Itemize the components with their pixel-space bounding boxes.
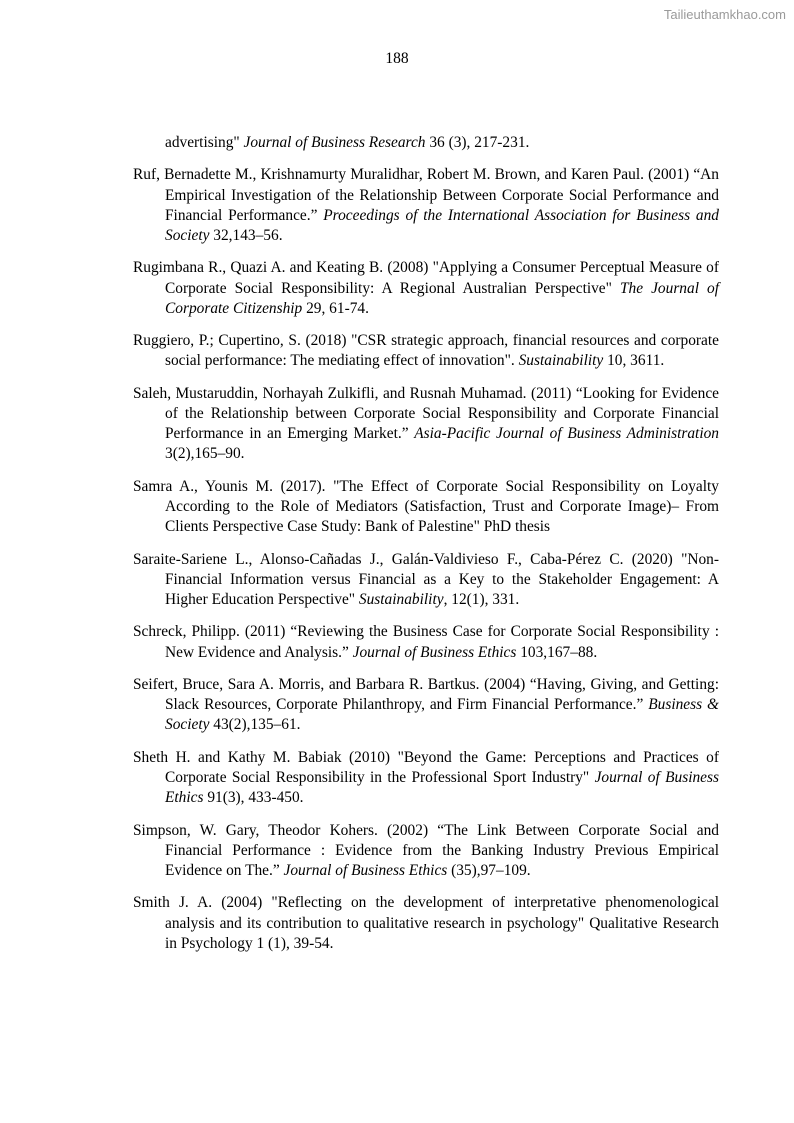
reference-entry: Seifert, Bruce, Sara A. Morris, and Barbara R. Bartkus. (2004) “Having, Giving, and Getting: Slack Resources, Corporate Philanthropy, and Firm Financial Performance.” Business & Society 43(2),135–61. <box>133 675 719 734</box>
reference-entry: Schreck, Philipp. (2011) “Reviewing the Business Case for Corporate Social Responsibility : New Evidence and Analysis.” Journal of Business Ethics 103,167–88. <box>133 623 719 661</box>
reference-list <box>133 133 719 966</box>
reference-entry: Simpson, W. Gary, Theodor Kohers. (2002) “The Link Between Corporate Social and Financial Performance : Evidence from the Banking Industry Previous Empirical Evidence on The.” Journal of Business Ethics (35),97–109. <box>133 821 719 879</box>
reference-entry: Sheth H. and Kathy M. Babiak (2010) "Beyond the Game: Perceptions and Practices of Corporate Social Responsibility in the Professional Sport Industry" Journal of Business Ethics 91(3), 433-450. <box>133 748 719 807</box>
reference-entry: Saraite-Sariene L., Alonso-Cañadas J., Galán-Valdivieso F., Caba-Pérez C. (2020) "Non-Financial Information versus Financial as a Key to the Stakeholder Engagement: A Higher Education Perspective" Sustainability, 12(1), 331. <box>133 550 719 608</box>
reference-entry: Ruggiero, P.; Cupertino, S. (2018) "CSR strategic approach, financial resources and corporate social performance: The mediating effect of innovation". Sustainability 10, 3611. <box>133 332 719 370</box>
reference-entry: Ruf, Bernadette M., Krishnamurty Muralidhar, Robert M. Brown, and Karen Paul. (2001) “An Empirical Investigation of the Relationship Between Corporate Social Performance and Financial Performance.” Proceedings of the International Association for Business and Society 32,143–56. <box>133 166 719 244</box>
reference-entry: advertising" Journal of Business Research 36 (3), 217-231. <box>165 134 530 151</box>
reference-entry: Saleh, Mustaruddin, Norhayah Zulkifli, and Rusnah Muhamad. (2011) “Looking for Evidence of the Relationship between Corporate Social Responsibility and Corporate Financial Performance in an Emerging Market.” Asia-Pacific Journal of Business Administration 3(2),165–90. <box>133 384 719 463</box>
reference-entry: Smith J. A. (2004) "Reflecting on the development of interpretative phenomenological analysis and its contribution to qualitative research in psychology" Qualitative Research in Psychology 1 (1), 39-54. <box>133 894 719 952</box>
reference-entry: Samra A., Younis M. (2017). "The Effect of Corporate Social Responsibility on Loyalty According to the Role of Mediators (Satisfaction, Trust and Corporate Image)– From Clients Perspective Case Study: Bank of Palestine" PhD thesis <box>133 477 719 536</box>
reference-entry: Rugimbana R., Quazi A. and Keating B. (2008) "Applying a Consumer Perceptual Measure of Corporate Social Responsibility: A Regional Australian Perspective" The Journal of Corporate Citizenship 29, 61-74. <box>133 259 719 317</box>
watermark: Tailieuthamkhao.com <box>663 7 786 22</box>
page-number: 188 <box>385 50 409 67</box>
